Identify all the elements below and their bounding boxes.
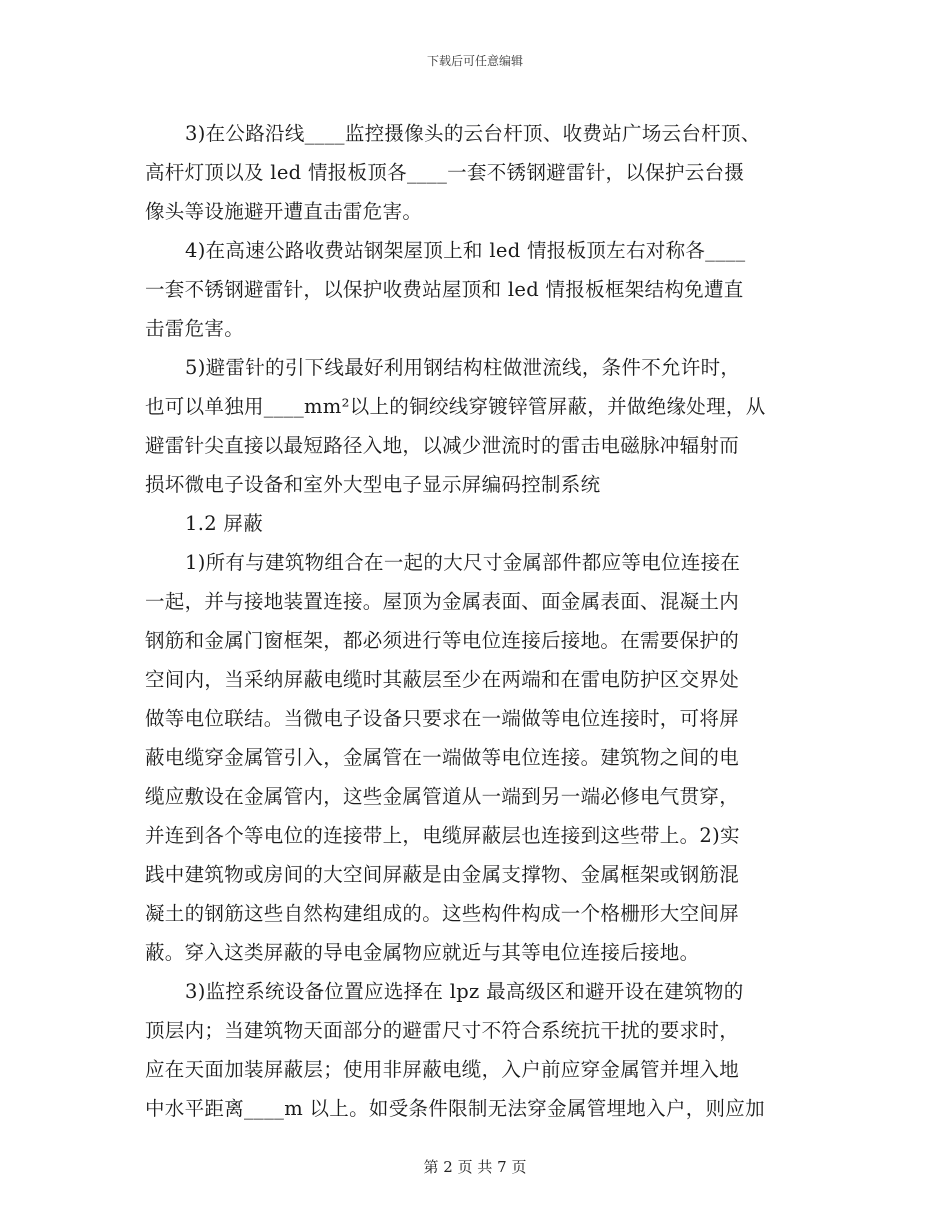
text-line: 一起，并与接地装置连接。屋顶为金属表面、面金属表面、混凝土内 xyxy=(145,590,740,613)
text-line: 损坏微电子设备和室外大型电子显示屏编码控制系统 xyxy=(145,473,601,496)
text-line: 高杆灯顶以及 led 情报板顶各____一套不锈钢避雷针，以保护云台摄 xyxy=(145,161,745,184)
text-line: 缆应敷设在金属管内，这些金属管道从一端到另一端必修电气贯穿， xyxy=(145,785,740,808)
page-footer: 第 2 页 共 7 页 xyxy=(423,1158,527,1176)
text-line: 凝土的钢筋这些自然构建组成的。这些构件构成一个格栅形大空间屏 xyxy=(145,902,740,925)
text-line: 蔽电缆穿金属管引入，金属管在一端做等电位连接。建筑物之间的电 xyxy=(145,746,740,769)
text-line: 中水平距离____m 以上。如受条件限制无法穿金属管埋地入户，则应加 xyxy=(145,1097,765,1120)
text-line: 践中建筑物或房间的大空间屏蔽是由金属支撑物、金属框架或钢筋混 xyxy=(145,863,740,886)
text-line: 4)在高速公路收费站钢架屋顶上和 led 情报板顶左右对称各____ xyxy=(185,239,746,262)
text-line: 也可以单独用____mm²以上的铜绞线穿镀锌管屏蔽，并做绝缘处理，从 xyxy=(145,395,766,418)
text-line: 避雷针尖直接以最短路径入地，以减少泄流时的雷击电磁脉冲辐射而 xyxy=(145,434,740,457)
text-line: 3)监控系统设备位置应选择在 lpz 最高级区和避开设在建筑物的 xyxy=(185,980,744,1003)
section-heading xyxy=(145,504,810,543)
page-header: 下载后可任意编辑 xyxy=(426,54,523,68)
text-line: 击雷危害。 xyxy=(145,317,245,340)
paragraph-5 xyxy=(145,348,810,504)
text-line: 空间内，当采纳屏蔽电缆时其蔽层至少在两端和在雷电防护区交界处 xyxy=(145,668,740,691)
document-body xyxy=(145,114,810,1128)
text-line: 钢筋和金属门窗框架，都必须进行等电位连接后接地。在需要保护的 xyxy=(145,629,740,652)
paragraph-shielding-3 xyxy=(145,972,810,1128)
text-line: 一套不锈钢避雷针，以保护收费站屋顶和 led 情报板框架结构免遭直 xyxy=(145,278,744,301)
text-line: 1)所有与建筑物组合在一起的大尺寸金属部件都应等电位连接在 xyxy=(185,551,741,574)
text-line: 5)避雷针的引下线最好利用钢结构柱做泄流线，条件不允许时， xyxy=(185,356,741,379)
text-line: 应在天面加装屏蔽层；使用非屏蔽电缆，入户前应穿金属管并埋入地 xyxy=(145,1058,740,1081)
paragraph-4 xyxy=(145,231,810,348)
text-line: 做等电位联结。当微电子设备只要求在一端做等电位连接时，可将屏 xyxy=(145,707,740,730)
text-line: 3)在公路沿线____监控摄像头的云台杆顶、收费站广场云台杆顶、 xyxy=(185,122,761,145)
text-line: 顶层内；当建筑物天面部分的避雷尺寸不符合系统抗干扰的要求时， xyxy=(145,1019,740,1042)
text-line: 并连到各个等电位的连接带上，电缆屏蔽层也连接到这些带上。2)实 xyxy=(145,824,740,847)
heading-text: 1.2 屏蔽 xyxy=(185,512,264,535)
text-line: 像头等设施避开遭直击雷危害。 xyxy=(145,200,423,223)
paragraph-3 xyxy=(145,114,810,231)
paragraph-shielding-1 xyxy=(145,543,810,972)
text-line: 蔽。穿入这类屏蔽的导电金属物应就近与其等电位连接后接地。 xyxy=(145,941,700,964)
